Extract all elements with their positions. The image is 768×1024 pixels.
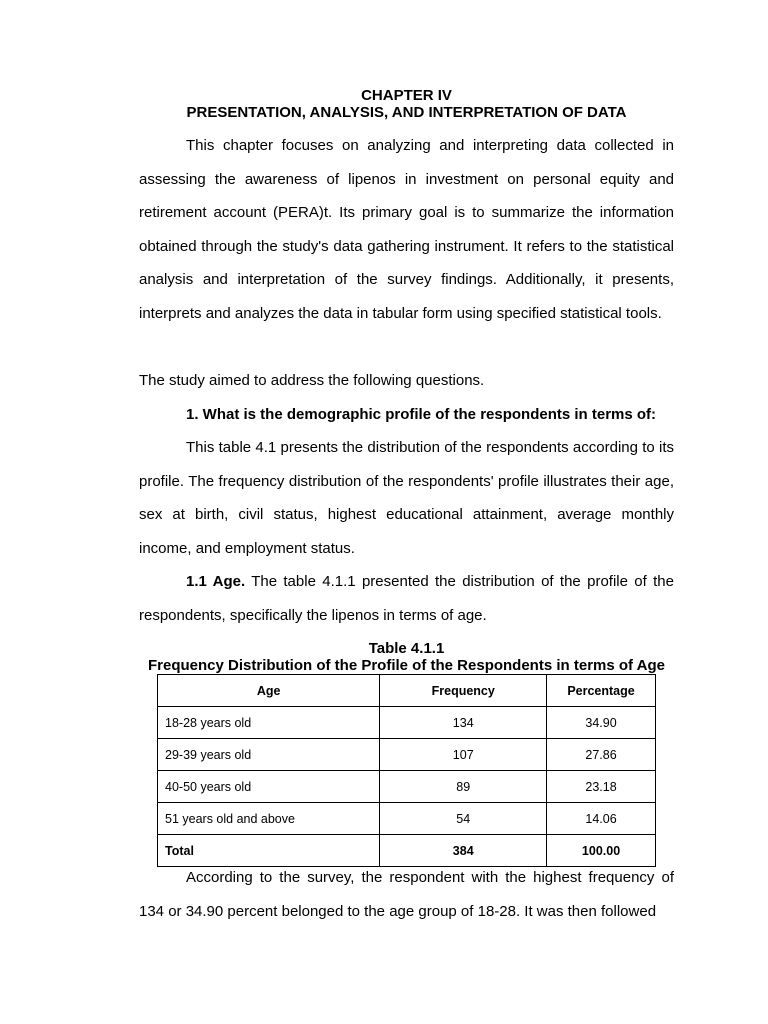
question-heading-text: 1. What is the demographic profile of the respondents in terms of: [186,406,657,423]
chapter-title: PRESENTATION, ANALYSIS, AND INTERPRETATION OF DATA [186,104,627,121]
percentage-cell: 23.18 [547,771,656,803]
table-header-row [158,675,656,707]
table-row [158,707,656,739]
age-cell: 18-28 years old [158,707,380,739]
frequency-cell: 89 [380,771,547,803]
header-frequency: Frequency [380,675,547,707]
age-cell: 51 years old and above [158,803,380,835]
header-age: Age [158,675,380,707]
study-aim: The study aimed to address the following questions. [139,372,485,389]
age-section-text: The table 4.1.1 presented the distribution of the profile of the respondents, specifically the lipenos in terms of age. [139,573,674,624]
table-number: Table 4.1.1 [368,640,445,657]
question-heading [139,398,674,432]
percentage-cell: 27.86 [547,739,656,771]
header-percentage: Percentage [547,675,656,707]
table-title [139,640,674,674]
chapter-number: CHAPTER IV [361,87,452,104]
age-section-label: 1.1 Age. [186,573,246,590]
percentage-cell: 14.06 [547,803,656,835]
table-caption: Frequency Distribution of the Profile of the Respondents in terms of Age [148,657,665,674]
chapter-heading [139,87,674,121]
profile-paragraph: This table 4.1 presents the distribution of the respondents according to its profile. The frequency distribution of the respondents' profile illustrates their age, sex at birth, civil status, highest educational attainment, average monthly income, and employment status. [139,439,674,557]
frequency-table [157,674,656,867]
total-frequency-cell: 384 [380,835,547,867]
table-row [158,739,656,771]
frequency-cell: 134 [380,707,547,739]
total-label-cell: Total [158,835,380,867]
frequency-cell: 107 [380,739,547,771]
percentage-cell: 34.90 [547,707,656,739]
frequency-cell: 54 [380,803,547,835]
age-section-paragraph [139,565,674,632]
table-row [158,803,656,835]
intro-paragraph: This chapter focuses on analyzing and interpreting data collected in assessing the awareness of lipenos in investment on personal equity and retirement account (PERA)t. Its primary goal is to summarize the information obtained through the study's data gathering instrument. It refers to the statistical analysis and interpretation of the survey findings. Additionally, it presents, interprets and analyzes the data in tabular form using specified statistical tools. [139,137,674,322]
table-row [158,771,656,803]
total-percentage-cell: 100.00 [547,835,656,867]
conclusion-paragraph: According to the survey, the respondent with the highest frequency of 134 or 34.90 percent belonged to the age group of 18-28. It was then followed [139,869,674,920]
age-cell: 29-39 years old [158,739,380,771]
age-cell: 40-50 years old [158,771,380,803]
